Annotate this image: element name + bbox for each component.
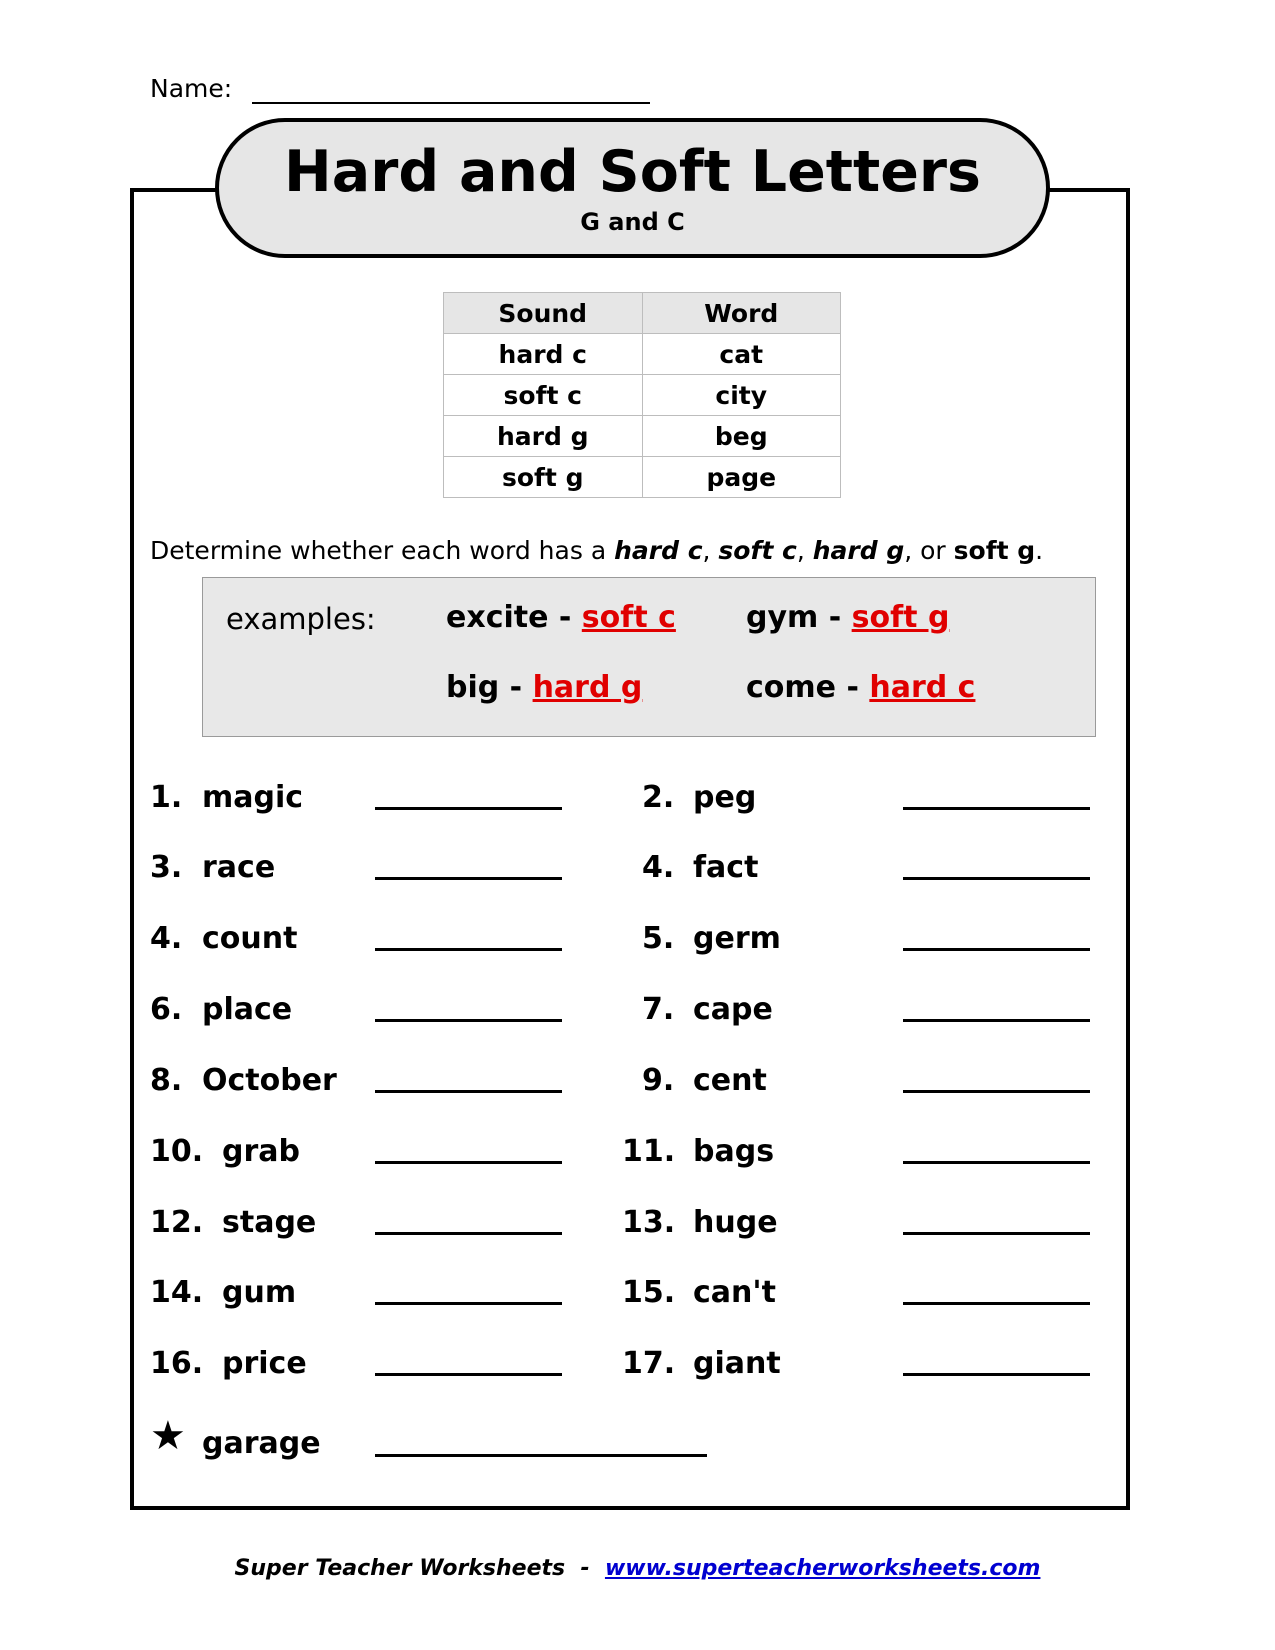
question-number: 5. [642, 921, 675, 956]
example-word: gym [746, 600, 819, 635]
page-subtitle: G and C [580, 208, 685, 236]
table-row [444, 416, 841, 457]
question-word: cent [693, 1063, 767, 1098]
question-number: 6. [150, 992, 183, 1027]
answer-blank[interactable] [903, 877, 1090, 880]
instruction-or: or [920, 536, 946, 565]
answer-blank[interactable] [903, 1161, 1090, 1164]
answer-blank[interactable] [903, 1373, 1090, 1376]
question-word: germ [693, 921, 781, 956]
example-word: come [746, 670, 836, 705]
bonus-answer-blank[interactable] [375, 1454, 707, 1457]
answer-blank[interactable] [375, 948, 562, 951]
name-label: Name: [150, 74, 233, 103]
table-cell-sound: hard c [444, 334, 643, 375]
instruction-option-soft-c: soft c [718, 536, 797, 565]
question-number: 16. [150, 1346, 204, 1381]
instruction-option-hard-g: hard g [812, 536, 905, 565]
example-word: big [446, 670, 500, 705]
table-cell-word: city [642, 375, 841, 416]
question-number: 14. [150, 1275, 204, 1310]
example-answer: hard c [869, 670, 976, 705]
name-field[interactable] [252, 102, 650, 104]
question-number: 8. [150, 1063, 183, 1098]
question-word: giant [693, 1346, 781, 1381]
example-item: gym - soft g [746, 600, 950, 635]
question-word: price [222, 1346, 307, 1381]
instruction-option-soft-g: soft g [953, 536, 1036, 565]
answer-blank[interactable] [375, 1373, 562, 1376]
table-header-row [444, 293, 841, 334]
answer-blank[interactable] [903, 948, 1090, 951]
question-number: 3. [150, 850, 183, 885]
question-word: race [202, 850, 276, 885]
answer-blank[interactable] [903, 1090, 1090, 1093]
example-answer: hard g [532, 670, 643, 705]
title-banner [215, 118, 1050, 258]
question-word: October [202, 1063, 337, 1098]
question-word: count [202, 921, 298, 956]
footer-separator: - [580, 1556, 590, 1581]
sound-word-table [443, 292, 841, 498]
question-word: bags [693, 1134, 775, 1169]
question-word: stage [222, 1205, 317, 1240]
question-number: 15. [622, 1275, 676, 1310]
question-word: huge [693, 1205, 778, 1240]
question-number: 12. [150, 1205, 204, 1240]
answer-blank[interactable] [903, 807, 1090, 810]
answer-blank[interactable] [375, 807, 562, 810]
answer-blank[interactable] [903, 1019, 1090, 1022]
table-row [444, 375, 841, 416]
example-item: come - hard c [746, 670, 976, 705]
answer-blank[interactable] [375, 1019, 562, 1022]
table-row [444, 334, 841, 375]
question-word: peg [693, 780, 757, 815]
bonus-item [202, 1426, 321, 1461]
example-item: big - hard g [446, 670, 643, 705]
examples-label: examples: [226, 602, 376, 636]
answer-blank[interactable] [903, 1302, 1090, 1305]
footer-brand: Super Teacher Worksheets [234, 1556, 566, 1581]
bonus-word: garage [202, 1426, 321, 1461]
question-number: 13. [622, 1205, 676, 1240]
question-word: cape [693, 992, 773, 1027]
question-number: 17. [622, 1346, 676, 1381]
table-cell-word: beg [642, 416, 841, 457]
table-header-word: Word [642, 293, 841, 334]
answer-blank[interactable] [375, 1090, 562, 1093]
examples-box [202, 577, 1096, 737]
question-word: gum [222, 1275, 297, 1310]
table-cell-sound: soft g [444, 457, 643, 498]
footer-link[interactable]: www.superteacherworksheets.com [604, 1556, 1041, 1581]
answer-blank[interactable] [903, 1232, 1090, 1235]
answer-blank[interactable] [375, 1161, 562, 1164]
star-icon: ★ [150, 1413, 186, 1459]
question-number: 9. [642, 1063, 675, 1098]
footer [0, 1556, 1275, 1581]
page-title: Hard and Soft Letters [284, 139, 981, 205]
example-answer: soft g [851, 600, 950, 635]
question-number: 4. [642, 850, 675, 885]
question-word: grab [222, 1134, 300, 1169]
instruction-prefix: Determine whether each word has a [150, 536, 607, 565]
question-word: fact [693, 850, 759, 885]
table-header-sound: Sound [444, 293, 643, 334]
example-item: excite - soft c [446, 600, 676, 635]
question-word: place [202, 992, 293, 1027]
table-cell-sound: soft c [444, 375, 643, 416]
instruction-option-hard-c: hard c [614, 536, 703, 565]
instructions: Determine whether each word has a hard c, soft c, hard g, or soft g. [150, 536, 1044, 565]
answer-blank[interactable] [375, 877, 562, 880]
example-answer: soft c [581, 600, 676, 635]
answer-blank[interactable] [375, 1302, 562, 1305]
table-cell-sound: hard g [444, 416, 643, 457]
table-cell-word: page [642, 457, 841, 498]
question-number: 10. [150, 1134, 204, 1169]
question-number: 1. [150, 780, 183, 815]
question-word: can't [693, 1275, 776, 1310]
question-number: 4. [150, 921, 183, 956]
table-cell-word: cat [642, 334, 841, 375]
table-row [444, 457, 841, 498]
example-word: excite [446, 600, 549, 635]
answer-blank[interactable] [375, 1232, 562, 1235]
question-number: 7. [642, 992, 675, 1027]
question-number: 11. [622, 1134, 676, 1169]
question-word: magic [202, 780, 304, 815]
question-number: 2. [642, 780, 675, 815]
